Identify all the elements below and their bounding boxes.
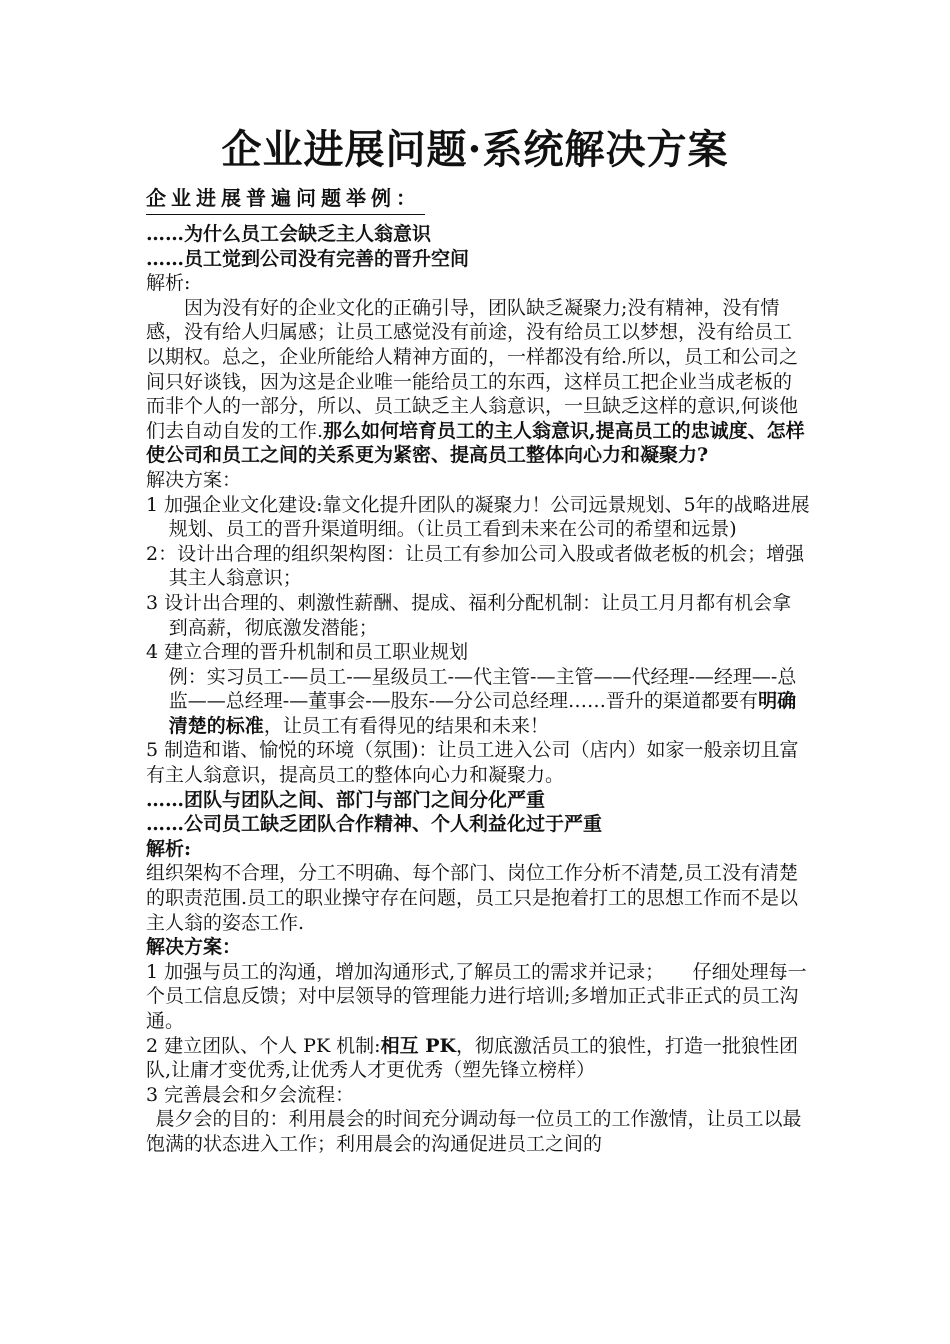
solution-label: 解决方案： <box>146 468 242 491</box>
question-1: ……为什么员工会缺乏主人翁意识 <box>146 223 432 245</box>
question-3: ……团队与团队之间、部门与部门之间分化严重 <box>146 788 546 811</box>
item-2-text-b: ，彻底激活员工的狼性，打造一批狼性团队,让庸才变优秀,让优秀人才更优秀（塑先锋立榜样） <box>146 1034 799 1082</box>
solution-2-item-2 <box>146 1034 810 1083</box>
item-2-bold: 相互 PK <box>380 1034 457 1057</box>
solution-2-item-3: 3 完善晨会和夕会流程： <box>146 1083 355 1106</box>
item-4-bold: 明确清楚的标准 <box>168 690 797 737</box>
analysis-label: 解析: <box>146 272 191 295</box>
solution-2-item-1: 1 加强与员工的沟通，增加沟通形式,了解员工的需求并记录； 仔细处理每一个员工信息反馈；对中层领导的管理能力进行培训;多增加正式非正式的员工沟通。 <box>146 960 807 1032</box>
document-body <box>146 222 810 1157</box>
solution-item-2: 2：设计出合理的组织架构图：让员工有参加公司入股或者做老板的机会；增强其主人翁意识； <box>146 542 805 590</box>
item-4-text-b: ，让员工有看得见的结果和未来！ <box>263 714 549 737</box>
analysis-label-2: 解析: <box>146 837 192 860</box>
item-2-text-a: 2 建立团队、个人 PK 机制: <box>146 1034 381 1057</box>
analysis-paragraph <box>146 296 810 468</box>
solution-item-5: 5 制造和谐、愉悦的环境（氛围)：让员工进入公司（店内）如家一般亲切且富有主人翁意识，提高员工的整体向心力和凝聚力。 <box>146 739 799 787</box>
analysis-bold-question: 那么如何培育员工的主人翁意识,提高员工的忠诚度、怎样使公司和员工之间的关系更为紧密、提高员工整体向心力和凝聚力? <box>146 419 805 467</box>
solution-2-item-3-body: 晨夕会的目的：利用晨会的时间充分调动每一位员工的工作激情，让员工以最饱满的状态进入工作；利用晨会的沟通促进员工之间的 <box>146 1108 802 1155</box>
question-4: ……公司员工缺乏团队合作精神、个人利益化过于严重 <box>146 813 603 836</box>
item-4-text-a: 例：实习员工-—员工-—星级员工-—代主管-—主管——代经理-—经理—-总监——总经理-—董事会-—股东-—分公司总经理……晋升的渠道都要有 <box>168 665 797 713</box>
question-2: ……员工觉到公司没有完善的晋升空间 <box>146 247 470 270</box>
document-title: 企业进展问题·系统解决方案 <box>221 126 729 173</box>
solution-label-2: 解决方案： <box>146 936 242 959</box>
solution-item-4-heading: 4 建立合理的晋升机制和员工职业规划 <box>146 641 469 664</box>
solution-item-1: 1 加强企业文化建设:靠文化提升团队的凝聚力！公司远景规划、5年的战略进展规划、员工的晋升渠道明细。（让员工看到未来在公司的希望和远景) <box>146 493 810 541</box>
solution-item-4-body <box>146 665 810 739</box>
analysis-text: 因为没有好的企业文化的正确引导，团队缺乏凝聚力;没有精神，没有情感，没有给人归属感；让员工感觉没有前途，没有给员工以梦想，没有给员工以期权。总之，企业所能给人精神方面的，一样都没有给.所以，员工和公司之间只好谈钱，因为这是企业唯一能给员工的东西，这样员工把企业当成老板的而非个人的一部分，所以、员工缺乏主人翁意识，一旦缺乏这样的意识,何谈他们去自动自发的工作. <box>146 296 799 442</box>
solution-item-3: 3 设计出合理的、刺激性薪酬、提成、福利分配机制：让员工月月都有机会拿到高薪，彻底激发潜能； <box>146 591 792 639</box>
analysis-paragraph-2: 组织架构不合理，分工不明确、每个部门、岗位工作分析不清楚,员工没有清楚的职责范围.员工的职业操守存在问题，员工只是抱着打工的思想工作而不是以主人翁的姿态工作. <box>146 862 799 934</box>
section-subtitle: 企业进展普遍问题举例： <box>146 182 425 215</box>
